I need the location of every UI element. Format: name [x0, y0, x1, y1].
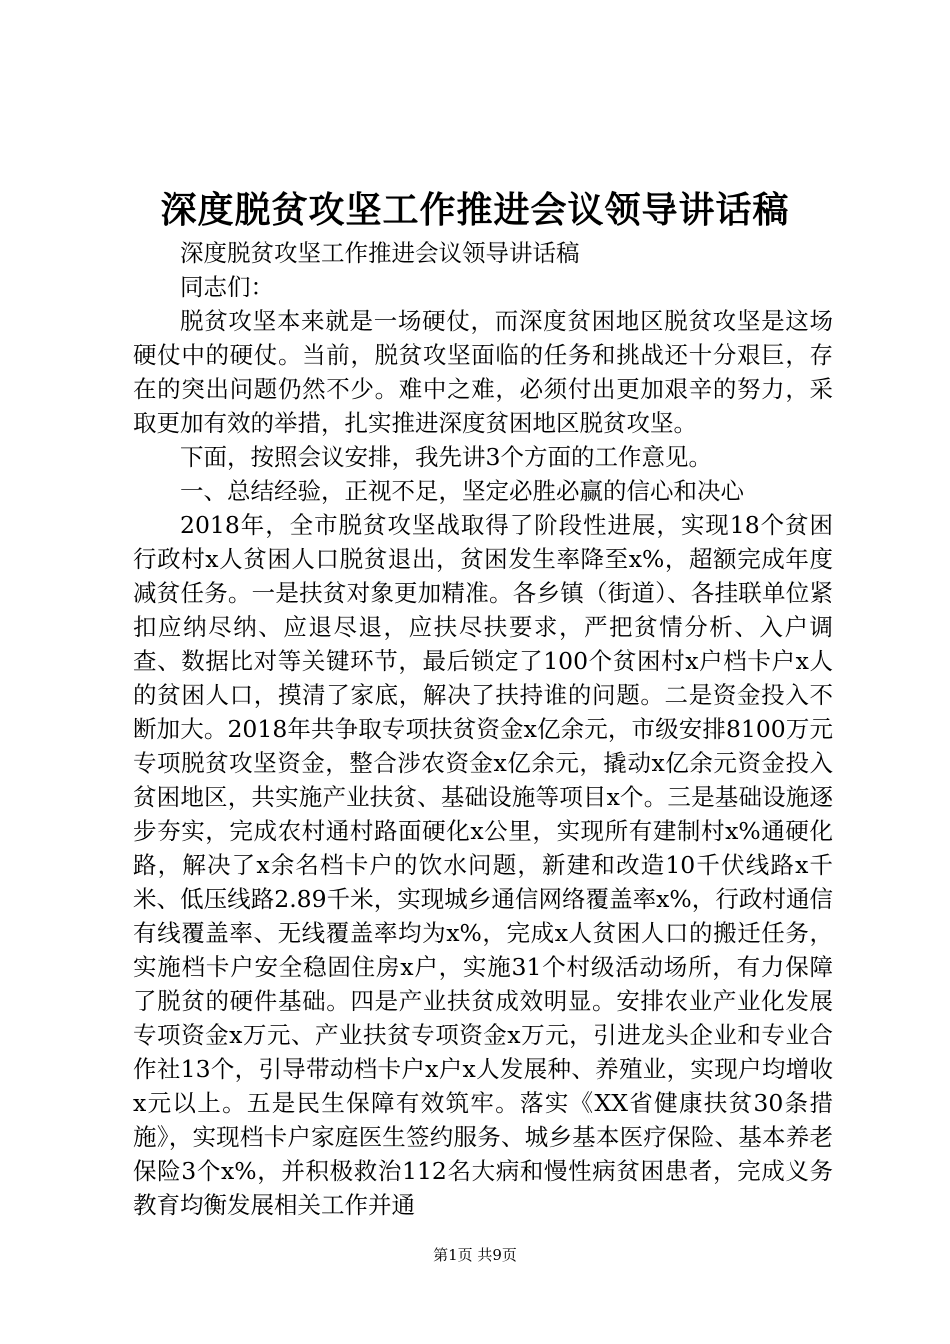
page-number-footer: 第1页 共9页 — [433, 1246, 517, 1264]
body-paragraph: 脱贫攻坚本来就是一场硬仗，而深度贫困地区脱贫攻坚是这场硬仗中的硬仗。当前，脱贫攻坚面临的任务和挑战还十分艰巨，存在的突出问题仍然不少。难中之难，必须付出更加艰辛的努力，采取更加有效的举措，扎实推进深度贫困地区脱贫攻坚。 — [133, 307, 833, 437]
body-paragraph-subtitle: 深度脱贫攻坚工作推进会议领导讲话稿 — [180, 239, 580, 267]
body-paragraph: 下面，按照会议安排，我先讲3个方面的工作意见。 — [180, 443, 712, 471]
document-title: 深度脱贫攻坚工作推进会议领导讲话稿 — [160, 189, 790, 231]
section-heading: 一、总结经验，正视不足，坚定必胜必赢的信心和决心 — [180, 477, 744, 505]
body-paragraph: 2018年，全市脱贫攻坚战取得了阶段性进展，实现18个贫困行政村x人贫困人口脱贫退出，贫困发生率降至x%，超额完成年度减贫任务。一是扶贫对象更加精准。各乡镇（街道）、各挂联单位紧扣应纳尽纳、应退尽退，应扶尽扶要求，严把贫情分析、入户调查、数据比对等关键环节，最后锁定了100个贫困村x户档卡户x人的贫困人口，摸清了家底，解决了扶持谁的问题。二是资金投入不断加大。2018年共争取专项扶贫资金x亿余元，市级安排8100万元专项脱贫攻坚资金，整合涉农资金x亿余元，撬动x亿余元资金投入贫困地区，共实施产业扶贫、基础设施等项目x个。三是基础设施逐步夯实，完成农村通村路面硬化x公里，实现所有建制村x%通硬化路，解决了x余名档卡户的饮水问题，新建和改造10千伏线路x千米、低压线路2.89千米，实现城乡通信网络覆盖率x%，行政村通信有线覆盖率、无线覆盖率均为x%，完成x人贫困人口的搬迁任务，实施档卡户安全稳固住房x户，实施31个村级活动场所，有力保障了脱贫的硬件基础。四是产业扶贫成效明显。安排农业产业化发展专项资金x万元、产业扶贫专项资金x万元，引进龙头企业和专业合作社13个，引导带动档卡户x户x人发展种、养殖业，实现户均增收x元以上。五是民生保障有效筑牢。落实《XX省健康扶贫30条措施》，实现档卡户家庭医生签约服务、城乡基本医疗保险、基本养老保险3个x%，并积极救治112名大病和慢性病贫困患者，完成义务教育均衡发展相关工作并通 — [133, 511, 833, 1219]
body-paragraph-salutation: 同志们： — [180, 273, 274, 301]
document-body — [133, 236, 833, 1222]
